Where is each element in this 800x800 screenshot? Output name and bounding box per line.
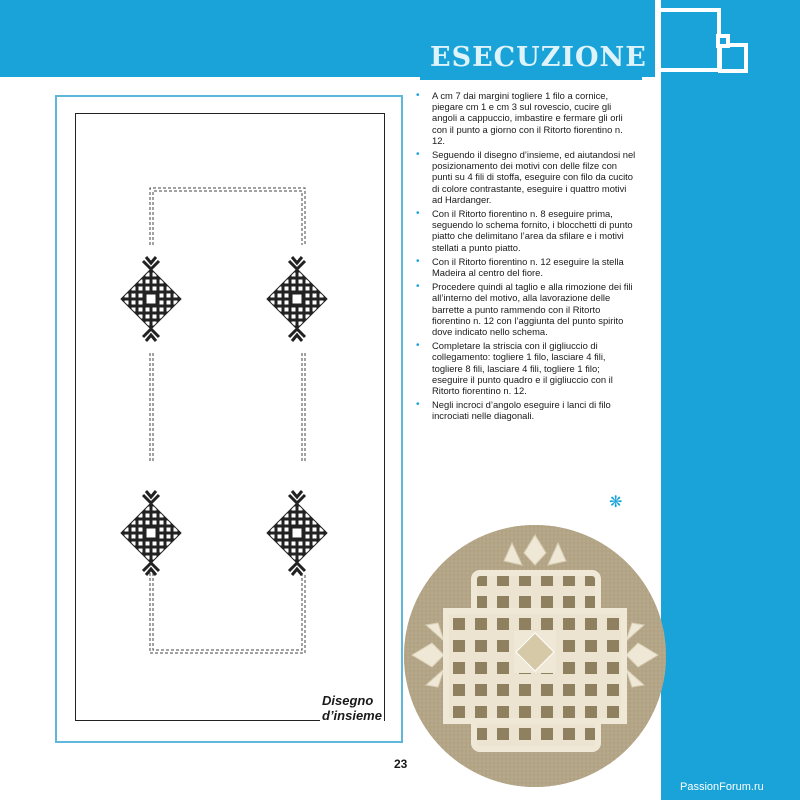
drawing-caption [320,693,384,723]
snowflake-icon: ❋ [609,494,623,511]
instruction-item: • Completare la striscia con il gigliuccio di collegamento: togliere 1 filo, lasciare 4 fili, togliere 8 fili, lasciare 4 fili, togliere 1 filo; eseguire il punto quadro e il gigliuccio con il Ritorto fiorentino n. 12. [428,340,638,396]
instruction-item: • A cm 7 dai margini togliere 1 filo a cornice, piegare cm 1 e cm 3 sul rovescio, cucire gli angoli a cappuccio, imbastire e fermare gli orli con il punto a giorno con il Ritorto fiorentino n. 12. [428,90,638,146]
instructions-list [428,90,638,425]
embroidery-photo [404,525,666,787]
corner-square-large [657,8,721,72]
overall-design-drawing [75,113,385,721]
instruction-item: • Con il Ritorto fiorentino n. 12 eseguire la stella Madeira al centro del fiore. [428,256,638,278]
page-title: ESECUZIONE [430,42,647,73]
hardanger-motif [121,491,181,575]
caption-line-1: Disegno [322,693,374,708]
caption-line-2: d’insieme [322,708,382,723]
watermark: PassionForum.ru [680,781,764,793]
hardanger-motif [267,257,327,341]
hardanger-motif [121,257,181,341]
instruction-item: • Procedere quindi al taglio e alla rimozione dei fili all’interno del motivo, alla lavorazione delle barrette a punto rammendo con il Ritorto fiorentino n. 12 con l’aggiunta del punto spirito dove indicato nello schema. [428,281,638,337]
side-band [655,0,800,800]
instruction-item: • Seguendo il disegno d’insieme, ed aiutandosi nel posizionamento dei motivi con delle filze con punti su 4 fili di stoffa, eseguire con filo da cucito di colore contrastante, eseguire i quattro motivi ad Hardanger. [428,149,638,205]
hardanger-motif [267,491,327,575]
instruction-item: • Con il Ritorto fiorentino n. 8 eseguire prima, seguendo lo schema fornito, i blocchetti di punto piatto che delimitano l’area da sfilare e i motivi stellati a punto piatto. [428,208,638,253]
page-number: 23 [394,757,408,771]
corner-square-tiny [716,34,730,48]
instruction-item: • Negli incroci d’angolo eseguire i lanci di filo incrociati nelle diagonali. [428,399,638,421]
